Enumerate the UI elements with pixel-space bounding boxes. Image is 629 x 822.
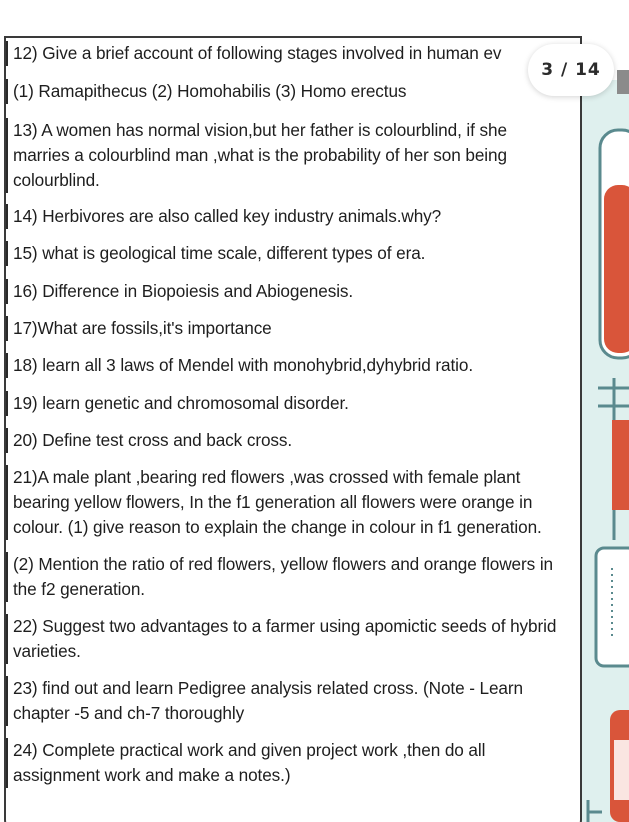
question-line: 17)What are fossils,it's importance bbox=[13, 318, 272, 338]
question-line: 22) Suggest two advantages to a farmer using apomictic seeds of hybrid bbox=[13, 616, 557, 636]
question-24 bbox=[6, 738, 580, 788]
question-18 bbox=[6, 353, 580, 378]
question-line: 20) Define test cross and back cross. bbox=[13, 430, 293, 450]
question-line: the f2 generation. bbox=[13, 579, 145, 599]
question-line: colourblind. bbox=[13, 170, 100, 190]
question-line: (2) Mention the ratio of red flowers, yellow flowers and orange flowers in bbox=[13, 554, 553, 574]
question-13 bbox=[6, 118, 580, 193]
question-16 bbox=[6, 279, 580, 304]
question-21-part-2 bbox=[6, 552, 580, 602]
question-line: 21)A male plant ,bearing red flowers ,was crossed with female plant bbox=[13, 467, 521, 487]
question-line: assignment work and make a notes.) bbox=[13, 765, 291, 785]
question-line: 12) Give a brief account of following stages involved in human ev bbox=[13, 43, 502, 63]
question-line: 14) Herbivores are also called key industry animals.why? bbox=[13, 206, 442, 226]
question-14 bbox=[6, 204, 580, 229]
question-23 bbox=[6, 676, 580, 726]
document-box bbox=[4, 36, 582, 822]
question-line: 16) Difference in Biopoiesis and Abiogenesis. bbox=[13, 281, 354, 301]
question-line: chapter -5 and ch-7 thoroughly bbox=[13, 703, 245, 723]
question-12 bbox=[6, 41, 580, 66]
question-line: 23) find out and learn Pedigree analysis related cross. (Note - Learn bbox=[13, 678, 523, 698]
question-line: bearing yellow flowers, In the f1 generation all flowers were orange in bbox=[13, 492, 533, 512]
ruler-icon bbox=[596, 548, 629, 666]
question-21 bbox=[6, 465, 580, 540]
edge-shadow bbox=[617, 70, 629, 94]
question-line: (1) Ramapithecus (2) Homohabilis (3) Homo erectus bbox=[13, 81, 407, 101]
question-line: marries a colourblind man ,what is the probability of her son being bbox=[13, 145, 507, 165]
question-17 bbox=[6, 316, 580, 341]
bottle-icon bbox=[610, 710, 629, 822]
question-20 bbox=[6, 428, 580, 453]
question-19 bbox=[6, 391, 580, 416]
question-line: 13) A women has normal vision,but her father is colourblind, if she bbox=[13, 120, 507, 140]
page-indicator-badge: 3 / 14 bbox=[528, 44, 614, 96]
question-22 bbox=[6, 614, 580, 664]
question-line: colour. (1) give reason to explain the change in colour in f1 generation. bbox=[13, 517, 542, 537]
question-line: 18) learn all 3 laws of Mendel with monohybrid,dyhybrid ratio. bbox=[13, 355, 474, 375]
question-line: 15) what is geological time scale, different types of era. bbox=[13, 243, 426, 263]
question-line: varieties. bbox=[13, 641, 81, 661]
question-line: 19) learn genetic and chromosomal disorder. bbox=[13, 393, 349, 413]
question-12-subitems bbox=[6, 79, 580, 104]
question-line: 24) Complete practical work and given project work ,then do all bbox=[13, 740, 486, 760]
question-15 bbox=[6, 241, 580, 266]
test-tube-icon bbox=[600, 130, 629, 358]
